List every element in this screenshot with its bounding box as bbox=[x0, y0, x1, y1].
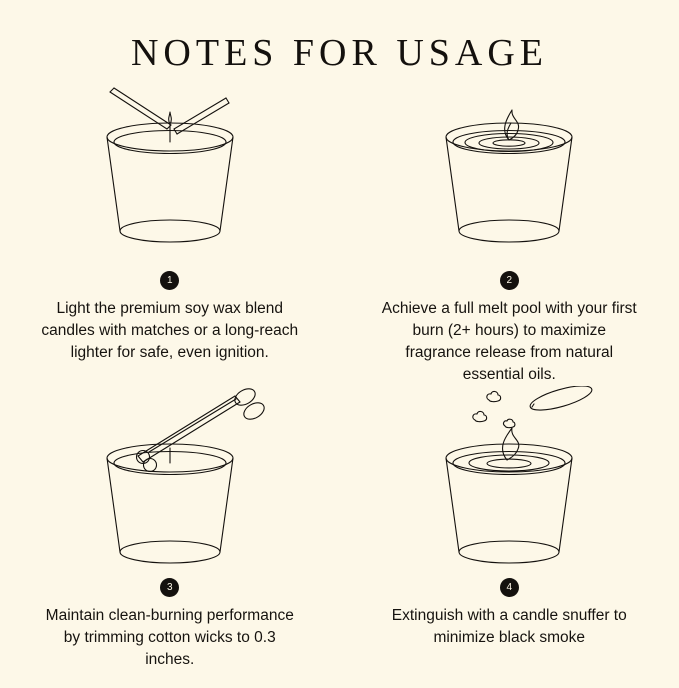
step-caption: Light the premium soy wax blend candles with matches or a long-reach lighter for safe, even ignition. bbox=[40, 298, 300, 364]
step-caption: Achieve a full melt pool with your first burn (2+ hours) to maximize fragrance release from natural essential oils. bbox=[379, 298, 639, 386]
step-card-1 bbox=[0, 84, 340, 386]
candle-with-matches-icon bbox=[50, 84, 290, 269]
step-badge: 1 bbox=[160, 271, 179, 290]
page-title: NOTES FOR USAGE bbox=[0, 0, 679, 72]
step-card-2 bbox=[340, 84, 679, 386]
candle-with-wick-trimmer-icon bbox=[50, 386, 290, 576]
step-card-3 bbox=[0, 386, 340, 688]
step-card-4 bbox=[340, 386, 679, 688]
step-caption: Extinguish with a candle snuffer to minimize black smoke bbox=[379, 605, 639, 649]
steps-grid bbox=[0, 72, 679, 688]
step-badge: 4 bbox=[500, 578, 519, 597]
step-badge: 2 bbox=[500, 271, 519, 290]
candle-full-melt-pool-icon bbox=[389, 84, 629, 269]
step-badge: 3 bbox=[160, 578, 179, 597]
candle-with-snuffer-icon bbox=[389, 386, 629, 576]
step-caption: Maintain clean-burning performance by trimming cotton wicks to 0.3 inches. bbox=[40, 605, 300, 671]
